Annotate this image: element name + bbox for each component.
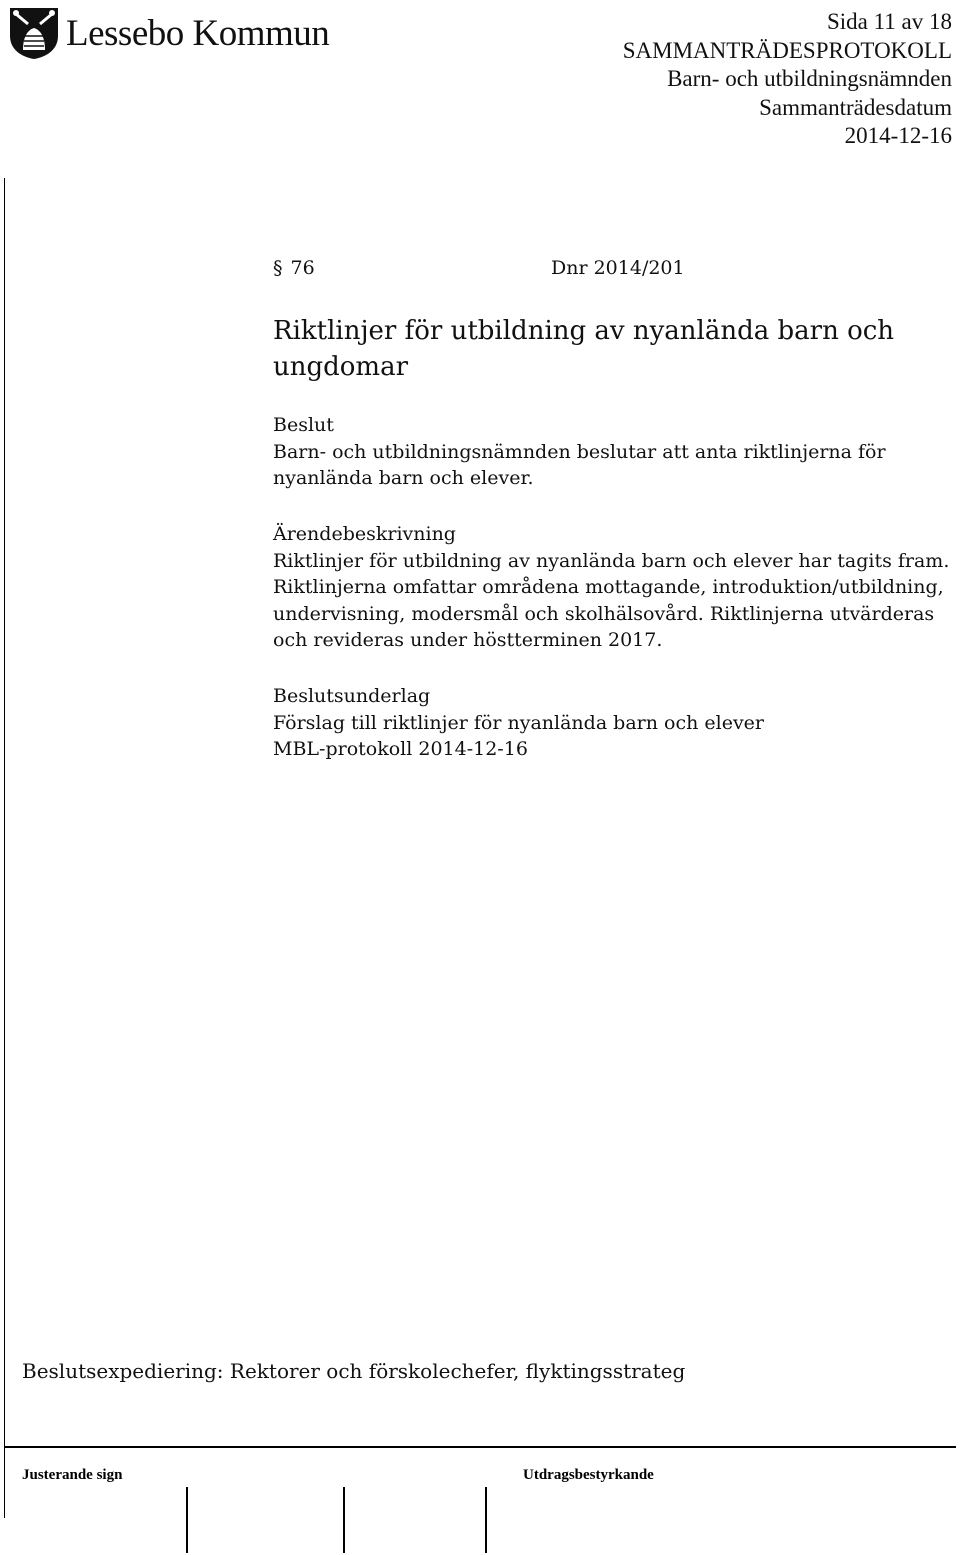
- section-heading: Ärendebeskrivning: [273, 523, 456, 545]
- section-line: MBL-protokoll 2014-12-16: [273, 738, 528, 760]
- section-line: Riktlinjer för utbildning av nyanlända barn och elever har tagits fram.: [273, 549, 950, 572]
- section-beslut: [273, 412, 953, 492]
- document-type: SAMMANTRÄDESPROTOKOLL: [622, 37, 952, 63]
- margin-rule: [4, 178, 5, 1518]
- utdragsbestyrkande-label: Utdragsbestyrkande: [523, 1467, 654, 1483]
- section-heading: Beslutsunderlag: [273, 685, 431, 707]
- paragraph-sign: §: [273, 257, 283, 279]
- meeting-date-label: Sammanträdesdatum: [759, 94, 952, 120]
- section-line: Förslag till riktlinjer för nyanlända barn och elever: [273, 711, 765, 734]
- signature-box-divider: [186, 1487, 188, 1553]
- page-title: Riktlinjer för utbildning av nyanlända barn och ungdomar: [273, 316, 895, 382]
- meeting-date: 2014-12-16: [844, 123, 952, 148]
- logo-wordmark: Lessebo Kommun: [66, 12, 330, 54]
- section-line: Riktlinjerna omfattar områdena mottagande, introduktion/utbildning,: [273, 576, 944, 598]
- justerande-sign-label: Justerande sign: [22, 1467, 123, 1483]
- municipality-logo: [8, 6, 329, 60]
- coat-of-arms-icon: [8, 6, 60, 60]
- section-heading: Beslut: [273, 414, 334, 436]
- section-arendebeskrivning: [273, 521, 960, 654]
- section-line: undervisning, modersmål och skolhälsovård. Riktlinjerna utvärderas: [273, 602, 935, 625]
- board-name: Barn- och utbildningsnämnden: [667, 66, 952, 91]
- document-header: [623, 8, 952, 151]
- section-beslutsunderlag: [273, 683, 960, 763]
- paragraph-number: 76: [290, 257, 315, 279]
- section-line: nyanlända barn och elever.: [273, 467, 534, 489]
- distribution-note: Beslutsexpediering: Rektorer och förskolechefer, flyktingsstrateg: [22, 1359, 686, 1383]
- signature-box-divider: [343, 1487, 345, 1553]
- section-line: och revideras under höstterminen 2017.: [273, 629, 663, 651]
- paragraph-header: [273, 257, 685, 279]
- footer-rule: [4, 1446, 956, 1448]
- section-line: Barn- och utbildningsnämnden beslutar att anta riktlinjerna för: [273, 440, 886, 463]
- signature-box-divider: [485, 1487, 487, 1553]
- page-number: Sida 11 av 18: [827, 9, 952, 34]
- case-number: Dnr 2014/201: [551, 257, 685, 279]
